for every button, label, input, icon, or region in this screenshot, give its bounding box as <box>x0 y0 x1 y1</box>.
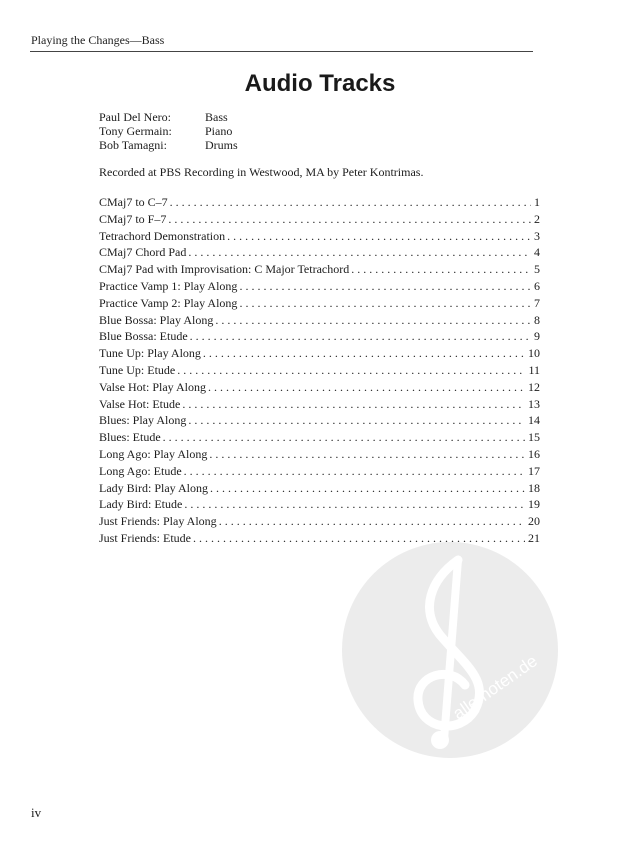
track-title: CMaj7 Pad with Improvisation: C Major Tetrachord <box>99 262 350 277</box>
track-number: 15 <box>528 430 540 445</box>
track-number: 20 <box>528 514 540 529</box>
track-row <box>99 412 540 429</box>
track-row <box>99 379 540 396</box>
track-row <box>99 328 540 345</box>
running-header: Playing the Changes—Bass <box>31 33 165 47</box>
track-row <box>99 345 540 362</box>
track-row <box>99 429 540 446</box>
track-number: 1 <box>534 195 540 209</box>
credit-name: Tony Germain: <box>99 124 172 138</box>
track-number: 9 <box>534 329 540 344</box>
track-leader-dots <box>188 244 531 261</box>
page-title: Audio Tracks <box>244 70 396 97</box>
track-leader-dots <box>208 379 525 396</box>
track-leader-dots <box>163 429 525 446</box>
track-leader-dots <box>170 194 531 211</box>
credit-name: Bob Tamagni: <box>99 138 167 152</box>
track-leader-dots <box>184 496 525 513</box>
track-leader-dots <box>351 261 531 278</box>
credit-row <box>99 138 238 152</box>
track-leader-dots <box>215 312 531 329</box>
track-leader-dots <box>219 513 525 530</box>
track-row <box>99 261 540 278</box>
track-leader-dots <box>188 412 525 429</box>
credit-role: Bass <box>205 110 228 124</box>
track-title: Tetrachord Demonstration <box>99 228 226 243</box>
track-leader-dots <box>168 211 531 228</box>
track-number: 7 <box>534 295 540 310</box>
track-leader-dots <box>239 295 531 312</box>
credits <box>99 110 238 152</box>
track-leader-dots <box>210 480 525 497</box>
track-title: Long Ago: Etude <box>99 463 182 478</box>
track-leader-dots <box>239 278 531 295</box>
page-number: iv <box>31 805 42 820</box>
track-row <box>99 211 540 228</box>
track-row <box>99 312 540 329</box>
credit-row <box>99 110 238 124</box>
track-title: Blue Bossa: Play Along <box>99 312 214 327</box>
track-title: Blues: Etude <box>99 430 161 445</box>
watermark <box>340 540 560 760</box>
track-title: Valse Hot: Etude <box>99 396 181 411</box>
track-title: Long Ago: Play Along <box>99 446 208 461</box>
treble-clef-icon <box>340 540 560 760</box>
track-title: Practice Vamp 1: Play Along <box>99 278 238 293</box>
track-number: 10 <box>528 346 540 361</box>
track-leader-dots <box>177 362 525 379</box>
track-number: 4 <box>534 245 540 260</box>
watermark-text: alle-noten.de <box>449 651 541 724</box>
track-title: Blues: Play Along <box>99 413 187 428</box>
track-row <box>99 194 540 211</box>
track-number: 6 <box>534 278 540 293</box>
track-row <box>99 362 540 379</box>
track-number: 11 <box>528 362 540 377</box>
track-number: 13 <box>528 396 540 411</box>
track-row <box>99 278 540 295</box>
track-title: Lady Bird: Etude <box>99 497 183 512</box>
track-title: Valse Hot: Play Along <box>99 379 206 394</box>
track-number: 3 <box>534 228 540 243</box>
track-row <box>99 446 540 463</box>
track-leader-dots <box>227 228 531 245</box>
track-title: CMaj7 to C–7 <box>99 195 168 209</box>
header-rule <box>30 51 533 52</box>
track-row <box>99 396 540 413</box>
track-title: Tune Up: Play Along <box>99 346 201 361</box>
track-title: Blue Bossa: Etude <box>99 329 188 344</box>
track-row <box>99 513 540 530</box>
track-number: 21 <box>528 530 540 545</box>
recording-credit: Recorded at PBS Recording in Westwood, MA by Peter Kontrimas. <box>99 165 424 179</box>
track-number: 18 <box>528 480 540 495</box>
track-title: Tune Up: Etude <box>99 362 176 377</box>
track-leader-dots <box>190 328 531 345</box>
track-number: 8 <box>534 312 540 327</box>
track-number: 14 <box>528 413 540 428</box>
track-number: 2 <box>534 211 540 226</box>
track-row <box>99 463 540 480</box>
track-number: 19 <box>528 497 540 512</box>
track-title: CMaj7 Chord Pad <box>99 245 187 260</box>
track-row <box>99 295 540 312</box>
track-title: Just Friends: Play Along <box>99 514 217 529</box>
track-list <box>99 194 540 547</box>
track-title: CMaj7 to F–7 <box>99 211 167 226</box>
track-leader-dots <box>182 396 525 413</box>
track-title: Practice Vamp 2: Play Along <box>99 295 238 310</box>
track-leader-dots <box>209 446 525 463</box>
track-number: 16 <box>528 446 540 461</box>
track-number: 17 <box>528 463 540 478</box>
track-row <box>99 496 540 513</box>
credit-name: Paul Del Nero: <box>99 110 171 124</box>
track-row <box>99 244 540 261</box>
track-title: Lady Bird: Play Along <box>99 480 208 495</box>
credit-role: Piano <box>205 124 233 138</box>
credit-row <box>99 124 238 138</box>
track-number: 12 <box>528 379 540 394</box>
credit-role: Drums <box>205 138 238 152</box>
track-leader-dots <box>184 463 525 480</box>
track-row <box>99 480 540 497</box>
track-row <box>99 228 540 245</box>
track-number: 5 <box>534 262 540 277</box>
track-title: Just Friends: Etude <box>99 530 191 545</box>
track-leader-dots <box>203 345 525 362</box>
